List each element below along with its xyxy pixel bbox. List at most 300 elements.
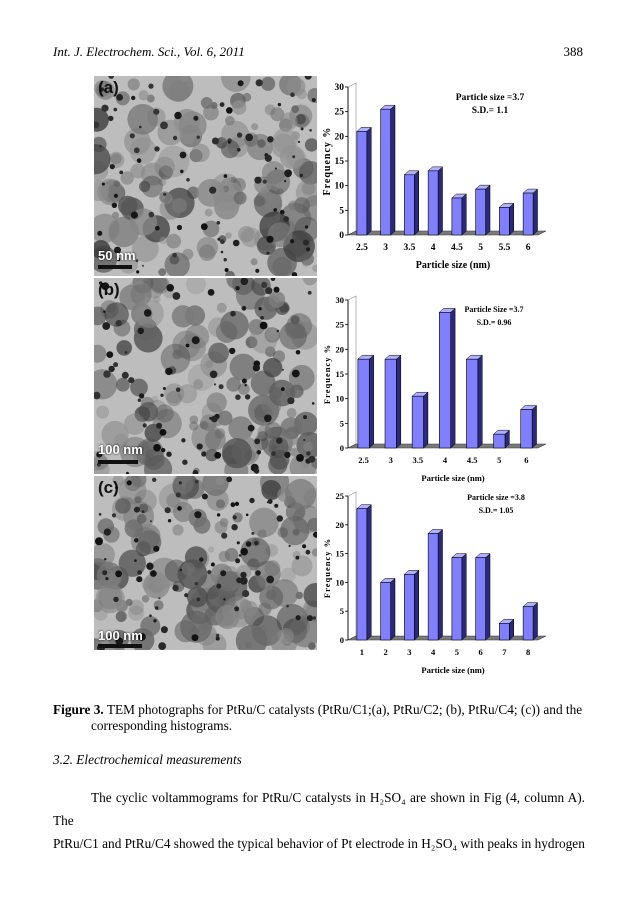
- tem-dark-particle: [242, 306, 247, 311]
- tem-dark-particle: [131, 96, 135, 100]
- x-tick-label: 3.5: [403, 243, 416, 253]
- histogram-bar: [381, 578, 395, 640]
- scale-bar-a: [98, 265, 132, 269]
- tem-dark-particle: [108, 366, 114, 372]
- page-number: 388: [563, 44, 583, 59]
- histogram-svg-b: [318, 284, 558, 484]
- tem-texture: [94, 476, 317, 650]
- histogram-bar: [499, 203, 513, 235]
- tem-dark-particle: [267, 136, 273, 142]
- tem-particle: [173, 502, 193, 522]
- tem-particle: [216, 477, 224, 485]
- tem-dark-particle: [148, 84, 153, 89]
- tem-dark-particle: [97, 231, 102, 236]
- tem-dark-particle: [265, 155, 272, 162]
- tem-dark-particle: [174, 112, 181, 119]
- tem-particle: [207, 392, 227, 412]
- tem-dark-particle: [237, 541, 240, 544]
- bar-front: [357, 509, 367, 640]
- bar-side: [486, 554, 490, 640]
- tem-dark-particle: [267, 501, 269, 503]
- tem-particle: [302, 259, 309, 266]
- tem-particle: [115, 498, 131, 514]
- tem-dark-particle: [136, 270, 139, 273]
- tem-particle: [172, 524, 183, 535]
- tem-particle: [268, 222, 293, 247]
- bar-front: [521, 410, 532, 448]
- tem-dark-particle: [259, 307, 262, 310]
- chart-floor: [348, 636, 546, 640]
- tem-dark-particle: [195, 582, 199, 586]
- tem-dark-particle: [212, 138, 219, 145]
- bar-side: [533, 189, 537, 235]
- tem-particle: [191, 144, 209, 162]
- y-axis-label: Frequency %: [322, 537, 332, 599]
- histogram-bar: [404, 171, 418, 235]
- tem-dark-particle: [209, 187, 216, 194]
- bar-side: [509, 203, 513, 235]
- tem-particle: [303, 442, 313, 452]
- tem-dark-particle: [137, 570, 142, 575]
- tem-dark-particle: [274, 287, 280, 293]
- tem-dark-particle: [154, 146, 159, 151]
- histogram-bar: [523, 189, 537, 235]
- tem-dark-particle: [313, 616, 317, 620]
- tem-particle: [127, 104, 158, 135]
- tem-dark-particle: [146, 563, 153, 570]
- x-tick-label: 4: [431, 647, 436, 657]
- bar-front: [381, 109, 391, 235]
- tem-dark-particle: [216, 634, 219, 637]
- tem-dark-particle: [253, 364, 260, 371]
- tem-dark-particle: [289, 545, 291, 547]
- tem-particle: [191, 423, 221, 453]
- y-axis-label: Frequency %: [322, 343, 332, 405]
- tem-dark-particle: [219, 384, 224, 389]
- tem-dark-particle: [261, 282, 267, 288]
- tem-particle: [232, 100, 247, 115]
- tem-dark-particle: [254, 439, 260, 445]
- tem-dark-particle: [284, 452, 290, 458]
- tem-dark-particle: [300, 174, 303, 177]
- tem-dark-particle: [246, 541, 252, 547]
- x-axis-label: Particle size (nm): [415, 260, 491, 271]
- tem-particle: [116, 611, 127, 622]
- x-tick-label: 4.5: [450, 243, 463, 253]
- x-tick-label: 5: [454, 647, 459, 657]
- bar-side: [414, 570, 418, 640]
- bar-side: [391, 105, 395, 235]
- y-tick-label: 15: [335, 369, 344, 379]
- tem-dark-particle: [113, 597, 118, 602]
- y-tick-label: 0: [339, 635, 344, 645]
- bar-side: [533, 603, 537, 640]
- tem-particle: [139, 90, 149, 100]
- scale-text-c: 100 nm: [98, 628, 143, 643]
- tem-particle: [279, 322, 307, 350]
- tem-dark-particle: [290, 92, 295, 97]
- tem-particle: [166, 234, 181, 249]
- figure-caption: [53, 702, 585, 734]
- tem-particle: [96, 584, 125, 613]
- tem-dark-particle: [302, 544, 306, 548]
- tem-dark-particle: [221, 251, 224, 254]
- tem-particle: [188, 364, 215, 391]
- tem-dark-particle: [255, 570, 261, 576]
- caption-label: Figure 3.: [53, 702, 104, 717]
- tem-dark-particle: [186, 178, 190, 182]
- tem-dark-particle: [158, 597, 160, 599]
- x-tick-label: 5.5: [498, 243, 511, 253]
- tem-dark-particle: [122, 372, 129, 379]
- histogram-svg-a: [318, 76, 558, 281]
- tem-particle: [208, 547, 214, 553]
- tem-dark-particle: [163, 193, 166, 196]
- tem-image-b: [94, 278, 317, 474]
- tem-image-c: [94, 476, 317, 650]
- tem-dark-particle: [292, 370, 300, 378]
- tem-dark-particle: [266, 576, 274, 584]
- tem-dark-particle: [202, 494, 208, 500]
- tem-dark-particle: [195, 480, 199, 484]
- x-tick-label: 5: [497, 455, 502, 465]
- tem-dark-particle: [229, 348, 235, 354]
- y-tick-label: 30: [334, 83, 344, 93]
- tem-dark-particle: [177, 506, 182, 511]
- x-tick-label: 7: [502, 647, 507, 657]
- bar-side: [367, 505, 371, 640]
- tem-dark-particle: [156, 423, 162, 429]
- x-tick-label: 2: [383, 647, 388, 657]
- histogram-svg-c: [318, 488, 558, 673]
- tem-dark-particle: [271, 451, 276, 456]
- tem-dark-particle: [149, 212, 155, 218]
- tem-particle: [113, 180, 120, 187]
- tem-dark-particle: [166, 452, 171, 457]
- tem-particle: [205, 209, 213, 217]
- tem-dark-particle: [101, 105, 108, 112]
- tem-dark-particle: [115, 570, 122, 577]
- tem-dark-particle: [163, 387, 166, 390]
- tem-dark-particle: [134, 147, 140, 153]
- tem-particle: [257, 139, 266, 148]
- y-tick-label: 15: [334, 157, 344, 167]
- tem-dark-particle: [211, 416, 218, 423]
- tem-dark-particle: [214, 452, 221, 459]
- tem-particle: [158, 268, 166, 276]
- tem-particle: [182, 249, 193, 260]
- histogram-bar: [385, 355, 401, 448]
- tem-dark-particle: [309, 129, 312, 132]
- tem-dark-particle: [180, 170, 184, 174]
- tem-dark-particle: [296, 615, 301, 620]
- tem-dark-particle: [142, 510, 145, 513]
- side-wall: [348, 83, 356, 235]
- bar-side: [424, 392, 428, 448]
- bar-front: [523, 607, 533, 640]
- tem-dark-particle: [238, 80, 244, 86]
- tem-dark-particle: [180, 569, 182, 571]
- paragraph-line-1: The cyclic voltammograms for PtRu/C catalysts in H₂SO₄ are shown in Fig (4, column A). The: [53, 790, 585, 828]
- tem-dark-particle: [192, 634, 199, 641]
- tem-dark-particle: [114, 108, 118, 112]
- tem-particle: [154, 600, 164, 610]
- tem-particle: [161, 344, 191, 374]
- tem-dark-particle: [254, 541, 258, 545]
- x-tick-label: 2.5: [355, 243, 368, 253]
- tem-particle: [280, 145, 304, 169]
- tem-particle: [225, 232, 231, 238]
- tem-dark-particle: [280, 210, 285, 215]
- tem-dark-particle: [158, 642, 166, 650]
- tem-particle: [158, 146, 190, 178]
- tem-dark-particle: [221, 533, 227, 539]
- tem-dark-particle: [199, 557, 203, 561]
- tem-dark-particle: [245, 394, 250, 399]
- tem-dark-particle: [233, 515, 237, 519]
- tem-dark-particle: [234, 606, 239, 611]
- tem-dark-particle: [105, 577, 108, 580]
- tem-particle: [166, 391, 181, 406]
- histogram-bar: [358, 355, 374, 448]
- tem-dark-particle: [237, 148, 241, 152]
- scale-bar-b: [98, 460, 138, 464]
- bar-front: [404, 175, 414, 235]
- bar-side: [478, 355, 482, 448]
- tem-dark-particle: [211, 563, 215, 567]
- tem-dark-particle: [150, 520, 152, 522]
- tem-dark-particle: [242, 590, 249, 597]
- tem-dark-particle: [134, 507, 140, 513]
- bar-side: [367, 127, 371, 235]
- tem-particle: [251, 123, 258, 130]
- tem-dark-particle: [312, 98, 316, 102]
- x-tick-label: 2.5: [358, 455, 369, 465]
- tem-dark-particle: [225, 268, 229, 272]
- tem-dark-particle: [160, 429, 167, 436]
- tem-dark-particle: [152, 478, 156, 482]
- tem-dark-particle: [186, 344, 190, 348]
- tem-particle: [197, 237, 218, 258]
- y-tick-label: 20: [334, 132, 344, 143]
- tem-dark-particle: [153, 109, 159, 115]
- tem-particle: [160, 237, 167, 244]
- y-tick-label: 10: [335, 577, 344, 588]
- x-tick-label: 5: [478, 243, 483, 253]
- tem-particle: [219, 551, 230, 562]
- tem-dark-particle: [233, 240, 240, 247]
- x-tick-label: 8: [526, 647, 531, 657]
- tem-particle: [287, 77, 306, 96]
- tem-dark-particle: [99, 513, 102, 516]
- y-tick-label: 5: [339, 606, 344, 617]
- bar-side: [438, 529, 442, 640]
- chart-annotation: Particle size =3.7: [455, 93, 525, 103]
- section-heading: 3.2. Electrochemical measurements: [53, 752, 242, 767]
- bar-front: [476, 558, 486, 640]
- tem-dark-particle: [194, 511, 201, 518]
- x-tick-label: 3: [407, 647, 412, 657]
- tem-particle: [172, 305, 194, 327]
- tem-dark-particle: [128, 377, 134, 383]
- histogram-bar: [357, 505, 371, 640]
- histogram-bar: [428, 529, 442, 640]
- tem-dark-particle: [228, 141, 231, 144]
- tem-dark-particle: [287, 397, 294, 404]
- tem-dark-particle: [296, 454, 304, 462]
- caption-text: TEM photographs for PtRu/C catalysts (PtRu/C1;(a), PtRu/C2; (b), PtRu/C4; (c)) and the: [106, 702, 583, 717]
- tem-dark-particle: [217, 221, 221, 225]
- tem-dark-particle: [286, 605, 289, 608]
- histogram-bar: [494, 430, 510, 448]
- tem-particle: [168, 80, 190, 102]
- tem-dark-particle: [168, 519, 171, 522]
- tem-particle: [251, 258, 258, 265]
- tem-dark-particle: [138, 328, 144, 334]
- x-axis-label: Particle size (nm): [421, 665, 485, 675]
- tem-dark-particle: [296, 350, 301, 355]
- y-tick-label: 0: [339, 443, 344, 453]
- histogram-bar: [412, 392, 428, 448]
- tem-dark-particle: [282, 369, 284, 371]
- bar-front: [358, 359, 369, 448]
- x-tick-label: 6: [525, 243, 531, 253]
- scale-text-a: 50 nm: [98, 248, 136, 263]
- tem-dark-particle: [177, 225, 182, 230]
- bar-front: [428, 171, 438, 235]
- tem-particle: [217, 303, 227, 313]
- tem-dark-particle: [267, 252, 270, 255]
- tem-particle: [261, 77, 275, 91]
- tem-dark-particle: [197, 598, 201, 602]
- tem-dark-particle: [176, 492, 181, 497]
- x-tick-label: 4: [430, 243, 436, 253]
- tem-dark-particle: [119, 171, 123, 175]
- tem-particle: [142, 578, 154, 590]
- tem-dark-particle: [193, 116, 198, 121]
- tem-dark-particle: [153, 444, 161, 452]
- tem-particle: [288, 201, 298, 211]
- tem-dark-particle: [184, 593, 188, 597]
- tem-dark-particle: [142, 265, 144, 267]
- tem-dark-particle: [260, 322, 268, 330]
- tem-particle: [287, 408, 297, 418]
- tem-dark-particle: [224, 174, 228, 178]
- tem-dark-particle: [278, 103, 281, 106]
- tem-dark-particle: [303, 439, 305, 441]
- scale-bar-c: [98, 644, 142, 648]
- tem-dark-particle: [172, 585, 178, 591]
- tem-dark-particle: [113, 362, 118, 367]
- bar-front: [385, 359, 396, 448]
- side-wall: [348, 296, 356, 448]
- tem-dark-particle: [245, 134, 253, 142]
- tem-dark-particle: [226, 476, 232, 482]
- tem-dark-particle: [303, 415, 307, 419]
- tem-dark-particle: [104, 558, 106, 560]
- x-tick-label: 4: [442, 455, 448, 465]
- tem-dark-particle: [283, 216, 289, 222]
- histogram-bar: [499, 619, 513, 640]
- tem-particle: [128, 78, 140, 90]
- tem-dark-particle: [139, 393, 144, 398]
- tem-dark-particle: [138, 399, 141, 402]
- tem-dark-particle: [308, 291, 312, 295]
- histogram-bar: [381, 105, 395, 235]
- bar-side: [391, 578, 395, 640]
- tem-dark-particle: [266, 236, 273, 243]
- chart-annotation: S.D.= 1.05: [478, 506, 514, 515]
- tem-particle: [278, 628, 294, 644]
- tem-particle: [156, 404, 174, 422]
- tem-dark-particle: [216, 584, 221, 589]
- tem-dark-particle: [239, 554, 242, 557]
- tem-dark-particle: [246, 514, 249, 517]
- tem-dark-particle: [237, 132, 242, 137]
- bar-front: [381, 582, 391, 640]
- tem-particle: [116, 340, 132, 356]
- tem-particle: [216, 499, 225, 508]
- histogram-bar: [452, 554, 466, 640]
- tem-dark-particle: [134, 538, 138, 542]
- tem-dark-particle: [277, 515, 283, 521]
- x-tick-label: 3: [383, 243, 388, 253]
- tem-particle: [222, 438, 252, 468]
- tem-dark-particle: [312, 402, 315, 405]
- caption-text-continued: corresponding histograms.: [91, 718, 233, 733]
- tem-dark-particle: [149, 614, 152, 617]
- journal-header: Int. J. Electrochem. Sci., Vol. 6, 2011: [53, 44, 245, 59]
- tem-dark-particle: [108, 116, 113, 121]
- tem-dark-particle: [305, 225, 308, 228]
- tem-dark-particle: [257, 450, 262, 455]
- bar-side: [532, 406, 536, 448]
- bar-side: [486, 185, 490, 235]
- tem-dark-particle: [192, 336, 200, 344]
- tem-particle: [208, 343, 229, 364]
- tem-texture: [94, 76, 317, 276]
- tem-dark-particle: [235, 558, 240, 563]
- tem-dark-particle: [277, 330, 280, 333]
- tem-dark-particle: [112, 203, 117, 208]
- tem-dark-particle: [273, 208, 277, 212]
- tem-dark-particle: [268, 499, 273, 504]
- tem-dark-particle: [248, 425, 255, 432]
- tem-particle: [231, 177, 237, 183]
- histogram-a: [318, 76, 558, 281]
- tem-dark-particle: [173, 136, 177, 140]
- x-tick-label: 3.5: [412, 455, 424, 465]
- bar-front: [523, 193, 533, 235]
- tem-dark-particle: [296, 556, 300, 560]
- tem-dark-particle: [274, 504, 278, 508]
- tem-dark-particle: [179, 481, 182, 484]
- tem-dark-particle: [102, 322, 110, 330]
- histogram-bar: [476, 554, 490, 640]
- y-tick-label: 20: [335, 344, 344, 355]
- tem-dark-particle: [240, 572, 246, 578]
- tem-dark-particle: [220, 239, 225, 244]
- tem-particle: [234, 192, 247, 205]
- tem-dark-particle: [307, 615, 313, 621]
- tem-dark-particle: [153, 546, 159, 552]
- tem-dark-particle: [284, 180, 286, 182]
- bar-side: [414, 171, 418, 235]
- tem-dark-particle: [181, 438, 185, 442]
- histogram-bar: [523, 603, 537, 640]
- chart-floor: [348, 231, 546, 235]
- tem-dark-particle: [197, 136, 200, 139]
